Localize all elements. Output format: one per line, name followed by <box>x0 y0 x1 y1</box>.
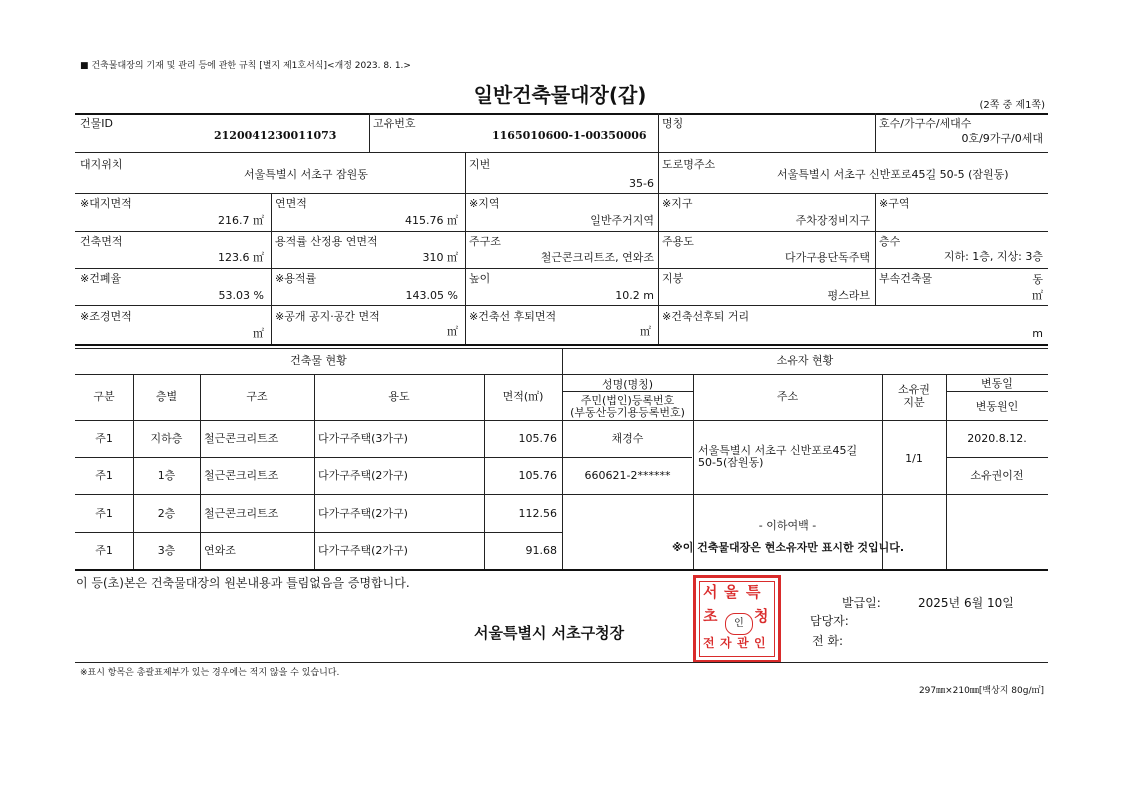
units-value: 0호/9가구/0세대 <box>961 132 1043 145</box>
issuer-name: 서울특별시 서초구청장 <box>474 624 625 642</box>
building-id-label: 건물ID <box>80 117 113 130</box>
col-change-date: 변동일 <box>981 377 1013 390</box>
row-area: 91.68 <box>525 544 557 557</box>
roof-value: 평스라브 <box>827 289 870 302</box>
phone-label: 전 화: <box>812 634 844 648</box>
unique-no: 1165010600-1-00350006 <box>492 129 647 142</box>
district-label: ※지구 <box>662 197 693 210</box>
height-value: 10.2 m <box>615 289 654 302</box>
site-area-label: ※대지면적 <box>80 197 132 210</box>
row-floor: 2층 <box>157 507 176 520</box>
row-use: 다가구주택(2가구) <box>318 469 408 482</box>
landscape-label: ※조경면적 <box>80 310 132 323</box>
annex-label: 부속건축물 <box>879 272 933 285</box>
row-area: 105.76 <box>518 469 557 482</box>
open-space-label: ※공개 공지·공간 면적 <box>275 310 380 323</box>
row-kind: 주1 <box>95 469 113 482</box>
far-label: ※용적률 <box>275 272 317 285</box>
row-kind: 주1 <box>95 507 113 520</box>
row-structure: 철근콘크리트조 <box>204 432 279 445</box>
row-floor: 지하층 <box>150 432 183 445</box>
owner-address-line1: 서울특별시 서초구 신반포로45길 <box>698 444 858 457</box>
owner-status-header: 소유자 현황 <box>776 354 834 367</box>
issue-date: 2025년 6월 10일 <box>918 596 1014 610</box>
row-use: 다가구주택(2가구) <box>318 544 408 557</box>
blank-note: - 이하여백 - <box>758 519 817 532</box>
official-seal-icon: 서 울 특 초 청 전 자 관 인 인 <box>693 575 781 663</box>
section-label: ※구역 <box>879 197 910 210</box>
col-share-1: 소유권 <box>898 383 930 396</box>
row-structure: 철근콘크리트조 <box>204 469 279 482</box>
zone-value: 일반주거지역 <box>590 214 654 227</box>
certify-text: 이 등(초)본은 건축물대장의 원본내용과 틀림없음을 증명합니다. <box>76 576 410 590</box>
issue-date-label: 발급일: <box>842 596 881 610</box>
owner-address-line2: 50-5(잠원동) <box>698 456 764 469</box>
building-area: 123.6 ㎡ <box>218 251 264 264</box>
district-value: 주차장정비지구 <box>795 214 870 227</box>
page-info: (2쪽 중 제1쪽) <box>979 100 1045 111</box>
floors-label: 층수 <box>879 235 901 248</box>
col-kind: 구분 <box>93 390 115 403</box>
row-use: 다가구주택(3가구) <box>318 432 408 445</box>
setback-area-value: ㎡ <box>640 325 651 338</box>
col-share-2: 지분 <box>903 396 925 409</box>
far-floor: 310 ㎡ <box>422 251 458 264</box>
officer-label: 담당자: <box>810 614 849 628</box>
site-area: 216.7 ㎡ <box>218 214 264 227</box>
site-label: 대지위치 <box>80 158 123 171</box>
col-change-reason: 변동원인 <box>975 400 1019 413</box>
zone-label: ※지역 <box>469 197 500 210</box>
use-value: 다가구용단독주택 <box>784 251 870 264</box>
units-label: 호수/가구수/세대수 <box>879 117 972 130</box>
far-floor-label: 용적률 산정용 연면적 <box>275 235 378 248</box>
owner-share: 1/1 <box>905 452 923 465</box>
owner-reg-no: 660621-2****** <box>584 469 671 482</box>
footnote: ※표시 항목은 총괄표제부가 있는 경우에는 적지 않을 수 있습니다. <box>80 668 340 678</box>
building-status-header: 건축물 현황 <box>290 354 347 367</box>
owner-change-date: 2020.8.12. <box>967 432 1027 445</box>
road-value: 서울특별시 서초구 신반포로45길 50-5 (잠원동) <box>777 168 1009 181</box>
col-structure: 구조 <box>246 390 268 403</box>
col-area: 면적(㎡) <box>502 390 544 403</box>
site-value: 서울특별시 서초구 잠원동 <box>244 168 368 181</box>
landscape-value: ㎡ <box>253 327 264 340</box>
owner-note: ※이 건축물대장은 현소유자만 표시한 것입니다. <box>672 541 905 554</box>
setback-dist-label: ※건축선후퇴 거리 <box>662 310 750 323</box>
unique-no-label: 고유번호 <box>373 117 416 130</box>
paper-spec: 297㎜×210㎜[백상지 80g/㎡] <box>918 686 1044 696</box>
road-label: 도로명주소 <box>662 158 716 171</box>
bcr-label: ※건폐율 <box>80 272 122 285</box>
col-owner-reg1: 주민(법인)등록번호 <box>580 394 675 407</box>
form-note: ■ 건축물대장의 기재 및 관리 등에 관한 규칙 [별지 제1호서식]<개정 2023. 8. 1.> <box>80 61 411 71</box>
row-floor: 3층 <box>157 544 176 557</box>
name-label: 명칭 <box>662 117 684 130</box>
building-id: 2120041230011073 <box>214 129 337 142</box>
far-value: 143.05 % <box>405 289 458 302</box>
row-kind: 주1 <box>95 432 113 445</box>
row-structure: 연와조 <box>204 544 236 557</box>
structure-label: 주구조 <box>469 235 501 248</box>
use-label: 주용도 <box>662 235 694 248</box>
open-space-value: ㎡ <box>447 325 458 338</box>
total-floor: 415.76 ㎡ <box>405 214 458 227</box>
owner-change-reason: 소유권이전 <box>970 469 1024 482</box>
row-structure: 철근콘크리트조 <box>204 507 279 520</box>
setback-area-label: ※건축선 후퇴면적 <box>469 310 557 323</box>
structure-value: 철근콘크리트조, 연와조 <box>540 251 654 264</box>
seal-mark: 인 <box>725 613 753 635</box>
row-floor: 1층 <box>157 469 176 482</box>
col-owner-reg2: (부동산등기용등록번호) <box>570 406 685 419</box>
row-area: 105.76 <box>518 432 557 445</box>
lot-label: 지번 <box>469 158 491 171</box>
row-use: 다가구주택(2가구) <box>318 507 408 520</box>
height-label: 높이 <box>469 272 491 285</box>
col-address: 주소 <box>776 390 799 403</box>
col-floor: 층별 <box>155 390 178 403</box>
roof-label: 지붕 <box>662 272 684 285</box>
owner-name: 채경수 <box>611 432 644 445</box>
building-area-label: 건축면적 <box>80 235 123 248</box>
total-floor-label: 연면적 <box>275 197 307 210</box>
annex-unit-area: ㎡ <box>1032 289 1043 302</box>
col-use: 용도 <box>388 390 410 403</box>
floors-value: 지하: 1층, 지상: 3층 <box>943 250 1043 263</box>
page-title: 일반건축물대장(갑) <box>473 83 647 107</box>
row-area: 112.56 <box>518 507 557 520</box>
lot-value: 35-6 <box>629 177 654 190</box>
col-owner-name: 성명(명칭) <box>601 378 654 391</box>
annex-unit-count: 동 <box>1032 273 1043 286</box>
row-kind: 주1 <box>95 544 113 557</box>
setback-dist-value: m <box>1032 327 1043 340</box>
bcr-value: 53.03 % <box>218 289 264 302</box>
